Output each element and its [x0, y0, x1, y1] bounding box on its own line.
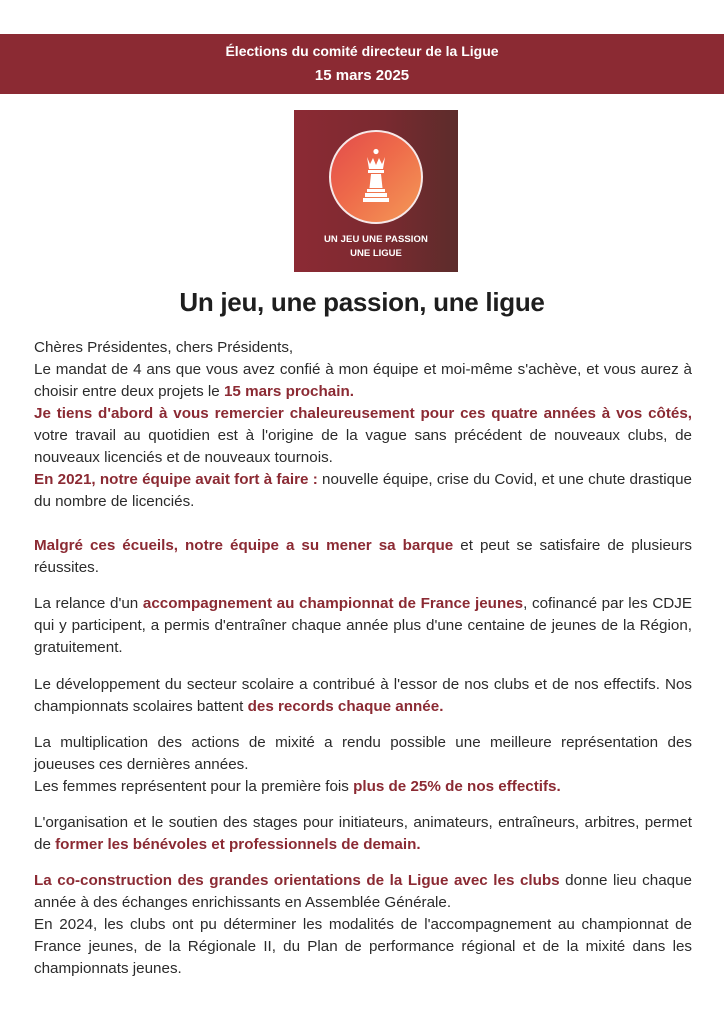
success-text: et peut se satisfaire de plusieurs réussites. — [34, 537, 693, 576]
school-highlight: des records chaque année. — [247, 698, 444, 715]
context-sentence — [34, 469, 692, 513]
paragraph-co-construction — [34, 870, 692, 980]
chess-queen-icon — [358, 148, 394, 204]
election-date-highlight: 15 mars prochain. — [223, 383, 354, 400]
paragraph-training — [34, 812, 692, 856]
success-highlight: Malgré ces écueils, notre équipe a su mener sa barque — [34, 537, 454, 554]
clubs-2024-text: En 2024, les clubs ont pu déterminer les modalités de l'accompagnement au championnat de France jeunes, de la Régionale II, du Plan de performance régional et de la mixité dans les championnats jeunes. — [34, 916, 692, 977]
paragraph-school — [34, 674, 692, 718]
women-text: Les femmes représentent pour la première fois — [34, 778, 354, 795]
greeting: Chères Présidentes, chers Présidents, — [34, 339, 294, 356]
intro-text: Le mandat de 4 ans que vous avez confié à mon équipe et moi-même s'achève, et vous aurez à choisir entre deux projets le — [34, 361, 692, 400]
thanks-highlight: Je tiens d'abord à vous remercier chaleureusement pour ces quatre années à vos côtés, — [34, 405, 692, 422]
diversity-text: La multiplication des actions de mixité a rendu possible une meilleure représentation des joueuses ces dernières années. — [34, 734, 692, 773]
logo-tagline-2: UNE LIGUE — [350, 248, 402, 259]
co-construction-text: donne lieu chaque année à des échanges enrichissants en Assemblée Générale. — [34, 872, 692, 911]
thanks-text: votre travail au quotidien est à l'origine de la vague sans précédent de nouveaux clubs, de nouveaux licenciés et de nouveaux tournois. — [34, 427, 692, 466]
co-construction-highlight: La co-construction des grandes orientations de la Ligue avec les clubs — [34, 872, 560, 889]
page-title: Un jeu, une passion, une ligue — [179, 287, 545, 317]
school-text: Le développement du secteur scolaire a contribué à l'essor de nos clubs et de nos effectifs. Nos championnats scolaires battent — [34, 676, 692, 715]
header-banner — [0, 34, 724, 94]
logo-tagline-1: UN JEU UNE PASSION — [323, 234, 429, 245]
paragraph-youth-championship — [34, 593, 692, 659]
paragraph-intro — [34, 337, 692, 513]
intro-sentence — [34, 359, 692, 403]
header-date: 15 mars 2025 — [314, 67, 410, 84]
header-title: Élections du comité directeur de la Ligue — [225, 43, 499, 59]
paragraph-success — [34, 535, 692, 579]
thanks-sentence — [34, 403, 692, 469]
context-highlight: En 2021, notre équipe avait fort à faire : — [34, 471, 318, 488]
context-text: nouvelle équipe, crise du Covid, et une chute drastique du nombre de licenciés. — [34, 471, 692, 510]
youth-text-a: La relance d'un — [34, 595, 143, 612]
women-highlight: plus de 25% de nos effectifs. — [353, 778, 561, 795]
youth-text-b: , cofinancé par les CDJE qui y participent, a permis d'entraîner chaque année plus d'une centaine de jeunes de la Région, gratuitement. — [34, 595, 692, 656]
youth-highlight: accompagnement au championnat de France jeunes — [142, 595, 524, 612]
paragraph-diversity — [34, 732, 692, 798]
logo-disc — [329, 130, 423, 224]
league-logo — [294, 110, 458, 272]
training-highlight: former les bénévoles et professionnels de demain. — [55, 836, 421, 853]
training-text: L'organisation et le soutien des stages pour initiateurs, animateurs, entraîneurs, arbitres, permet de — [34, 814, 692, 853]
